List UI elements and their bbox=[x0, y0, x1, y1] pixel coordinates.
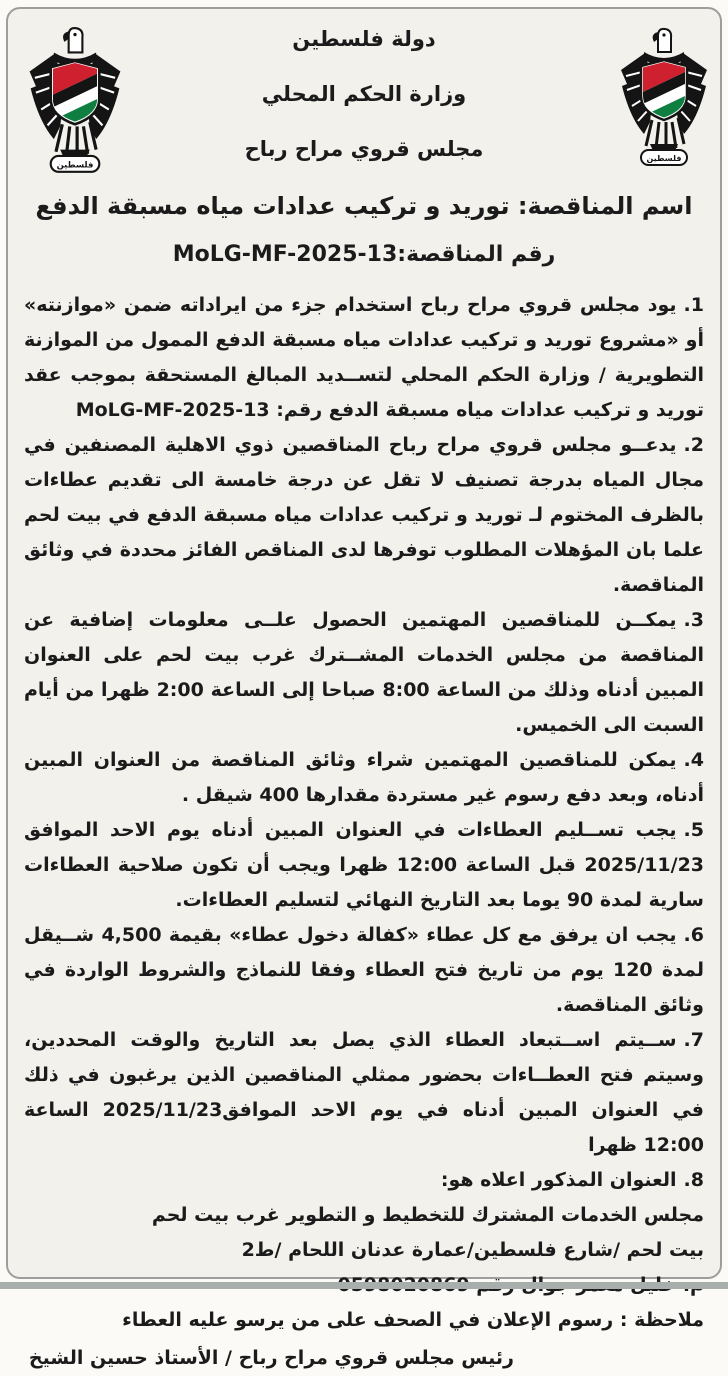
clause-number: 8. bbox=[683, 1169, 704, 1191]
clause-number: 1. bbox=[683, 294, 704, 316]
tender-clause-1 bbox=[24, 288, 704, 428]
clause-text: يود مجلس قروي مراح رباح استخدام جزء من ايراداته ضمن «موازنته» أو «مشروع توريد و تركيب عدادات مياه مسبقة الدفع الممول من الموازنة التطويرية / وزارة الحكم المحلي لتســديد المبالغ المستحقة بموجب عقد توريد و تركيب عدادات مياه مسبقة الدفع رقم: MoLG-MF-2025-13 bbox=[24, 294, 704, 421]
state-title: دولة فلسطين bbox=[292, 27, 436, 51]
scan-edge-shadow bbox=[0, 1282, 728, 1289]
ministry-title: وزارة الحكم المحلي bbox=[261, 82, 467, 106]
tender-clause-7 bbox=[24, 1023, 704, 1163]
tender-number-title: رقم المناقصة:MoLG-MF-2025-13 bbox=[172, 242, 556, 267]
clause-text: يمكــن للمناقصين المهتمين الحصول علــى معلومات إضافية عن المناقصة من مجلس الخدمات المشــترك غرب بيت لحم على العنوان المبين أدناه وذلك من الساعة 8:00 صباحا إلى الساعة 2:00 ظهرا من أيام السبت الى الخميس. bbox=[24, 609, 704, 736]
document-header bbox=[24, 25, 704, 270]
tender-clause-3 bbox=[24, 603, 704, 743]
tender-name-title: اسم المناقصة: توريد و تركيب عدادات مياه مسبقة الدفع bbox=[35, 192, 693, 220]
address-line-1: مجلس الخدمات المشترك للتخطيط و التطوير غرب بيت لحم bbox=[151, 1204, 704, 1226]
tender-clause-6 bbox=[24, 918, 704, 1023]
tender-clause-2 bbox=[24, 428, 704, 603]
tender-clause-5 bbox=[24, 813, 704, 918]
address-line-2: بيت لحم /شارع فلسطين/عمارة عدنان اللحام /ط2 bbox=[241, 1239, 704, 1261]
clause-text: العنوان المذكور اعلاه هو: bbox=[440, 1169, 677, 1191]
clause-number: 7. bbox=[683, 1029, 704, 1051]
tender-clause-8 bbox=[24, 1163, 704, 1198]
note-line: ملاحظة : رسوم الإعلان في الصحف على من يرسو عليه العطاء bbox=[122, 1309, 704, 1331]
clause-number: 3. bbox=[683, 609, 704, 631]
clause-number: 2. bbox=[683, 434, 704, 456]
signature-line: رئيس مجلس قروي مراح رباح / الأستاذ حسين الشيخ bbox=[28, 1347, 514, 1369]
clause-number: 5. bbox=[683, 819, 704, 841]
clause-number: 6. bbox=[683, 924, 704, 946]
clause-text: يدعــو مجلس قروي مراح رباح المناقصين ذوي الاهلية المصنفين في مجال المياه بدرجة تصنيف لا تقل عن درجة خامسة الى تقديم عطاءات بالظرف المختوم لـ توريد و تركيب عدادات مياه مسبقة الدفع في بيت لحم علما بان المؤهلات المطلوب توفرها لدى المناقص الفائز محددة في وثائق المناقصة. bbox=[24, 434, 704, 596]
clause-text: يمكن للمناقصين المهتمين شراء وثائق المناقصة من العنوان المبين أدناه، وبعد دفع رسوم غير مستردة مقدارها 400 شيقل . bbox=[24, 749, 704, 806]
council-title: مجلس قروي مراح رباح bbox=[244, 137, 484, 161]
emblem-banner-text: فلسطين bbox=[646, 154, 682, 163]
clause-text: يجب ان يرفق مع كل عطاء «كفالة دخول عطاء» بقيمة 4,500 شــيقل لمدة 120 يوم من تاريخ فتح العطاء وفقا للنماذج والشروط الواردة في وثائق المناقصة. bbox=[24, 924, 704, 1016]
tender-clause-4 bbox=[24, 743, 704, 813]
tender-announcement-document bbox=[6, 7, 722, 1369]
tender-body bbox=[24, 288, 704, 1376]
clause-text: ســيتم اســتبعاد العطاء الذي يصل بعد التاريخ والوقت المحددين، وسيتم فتح العطــاءات بحضور ممثلي المناقصين الذين يرغبون في ذلك في العنوان المبين أدناه في يوم الاحد الموافق2025/11/23 الساعة 12:00 ظهرا bbox=[24, 1029, 705, 1156]
emblem-banner-text: فلسطين bbox=[56, 159, 94, 170]
clause-number: 4. bbox=[683, 749, 704, 771]
clause-text: يجب تســليم العطاءات في العنوان المبين أدناه يوم الاحد الموافق 2025/11/23 قبل الساعة 12:00 ظهرا ويجب أن تكون صلاحية العطاءات سارية لمدة 90 يوما بعد التاريخ النهائي لتسليم العطاءات. bbox=[24, 819, 705, 911]
